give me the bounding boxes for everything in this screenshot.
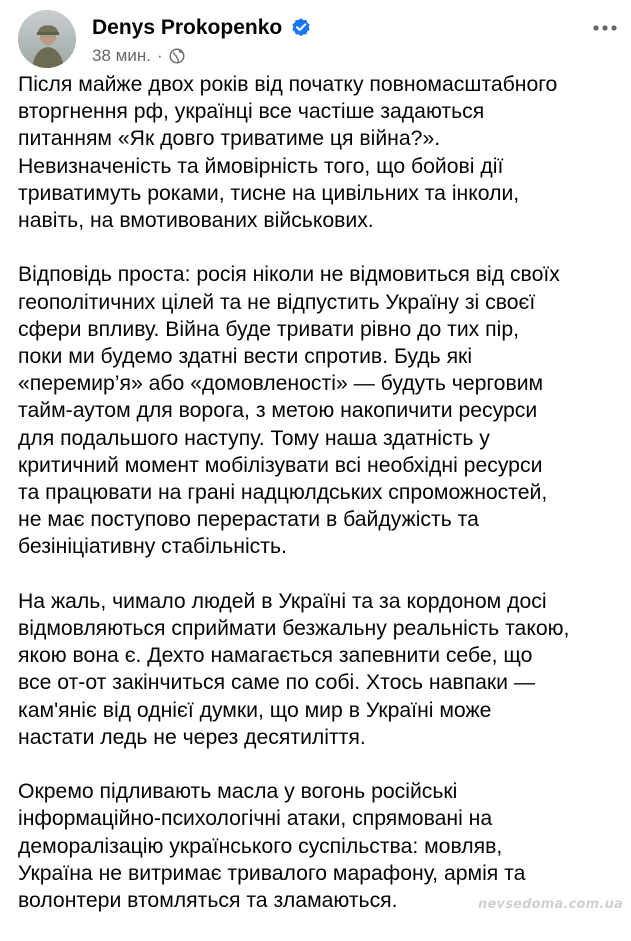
- text-line: сфери впливу. Війна буде тривати рівно до тих пір,: [18, 317, 520, 341]
- globe-icon[interactable]: [169, 48, 185, 64]
- post-paragraph: [18, 778, 623, 914]
- text-line: триватимуть роками, тисне на цивільних та інколи,: [18, 181, 520, 205]
- text-line: Після майже двох років від початку повномасштабного: [18, 73, 558, 96]
- text-line: геополітичних цілей та не відпустить Україну зі своєї: [18, 290, 536, 314]
- post-header: [18, 10, 618, 68]
- post-body: [18, 71, 623, 941]
- post-meta: [92, 46, 185, 66]
- text-line: деморалізацію українського суспільства: мовляв,: [18, 834, 503, 858]
- text-line: настати ледь не через десятиліття.: [18, 725, 366, 749]
- text-line: для подальшого наступу. Тому наша здатність у: [18, 426, 490, 450]
- text-line: критичний момент мобілізувати всі необхідні ресурси: [18, 453, 543, 477]
- text-line: Відповідь проста: росія ніколи не відмовиться від своїх: [18, 263, 560, 287]
- text-line: навіть, на вмотивованих військових.: [18, 209, 374, 233]
- avatar-photo: [18, 10, 76, 68]
- text-line: все от-от закінчиться саме по собі. Хтось навпаки —: [18, 671, 536, 695]
- text-line: якою вона є. Дехто намагається запевнити себе, що: [18, 644, 533, 668]
- watermark: nevsedoma.com.ua: [478, 897, 623, 912]
- text-line: тайм-аутом для ворога, з метою накопичити ресурси: [18, 399, 538, 423]
- text-line: Україна не витримає тривалого марафону, армія та: [18, 861, 526, 885]
- text-line: та працювати на грані надцюлдських спроможностей,: [18, 481, 548, 505]
- post-paragraph: [18, 588, 623, 751]
- text-line: волонтери втомляться та зламаються.: [18, 889, 398, 913]
- author-avatar[interactable]: [18, 10, 76, 68]
- more-horizontal-icon[interactable]: [590, 16, 620, 40]
- post-timestamp[interactable]: 38 мин.: [92, 46, 151, 65]
- text-line: Окремо підливають масла у вогонь російські: [18, 780, 458, 804]
- text-line: відмовляються сприймати безжальну реальність такою,: [18, 617, 570, 641]
- text-line: «перемир’я» або «домовленості» — будуть черговим: [18, 372, 544, 396]
- author-name[interactable]: Denys Prokopenko: [92, 16, 283, 39]
- verified-badge-icon: [290, 16, 312, 38]
- text-line: поки ми будемо здатні вести спротив. Будь які: [18, 345, 473, 369]
- text-line: безініціативну стабільність.: [18, 535, 287, 559]
- text-line: На жаль, чимало людей в Україні та за кордоном досі: [18, 589, 547, 613]
- post-paragraph: [18, 261, 623, 560]
- text-line: інформаційно-психологічні атаки, спрямовані на: [18, 807, 493, 831]
- text-line: не має поступово перерастати в байдужість та: [18, 508, 479, 532]
- text-line: Невизначеність та ймовірність того, що бойові дії: [18, 154, 504, 178]
- text-line: питанням «Як довго триватиме ця війна?».: [18, 127, 441, 151]
- text-line: кам'яніє від однієї думки, що мир в Україні може: [18, 698, 492, 722]
- text-line: вторгнення рф, українці все частіше задаються: [18, 100, 485, 124]
- post-paragraph: [18, 71, 623, 234]
- meta-separator: ·: [156, 46, 163, 65]
